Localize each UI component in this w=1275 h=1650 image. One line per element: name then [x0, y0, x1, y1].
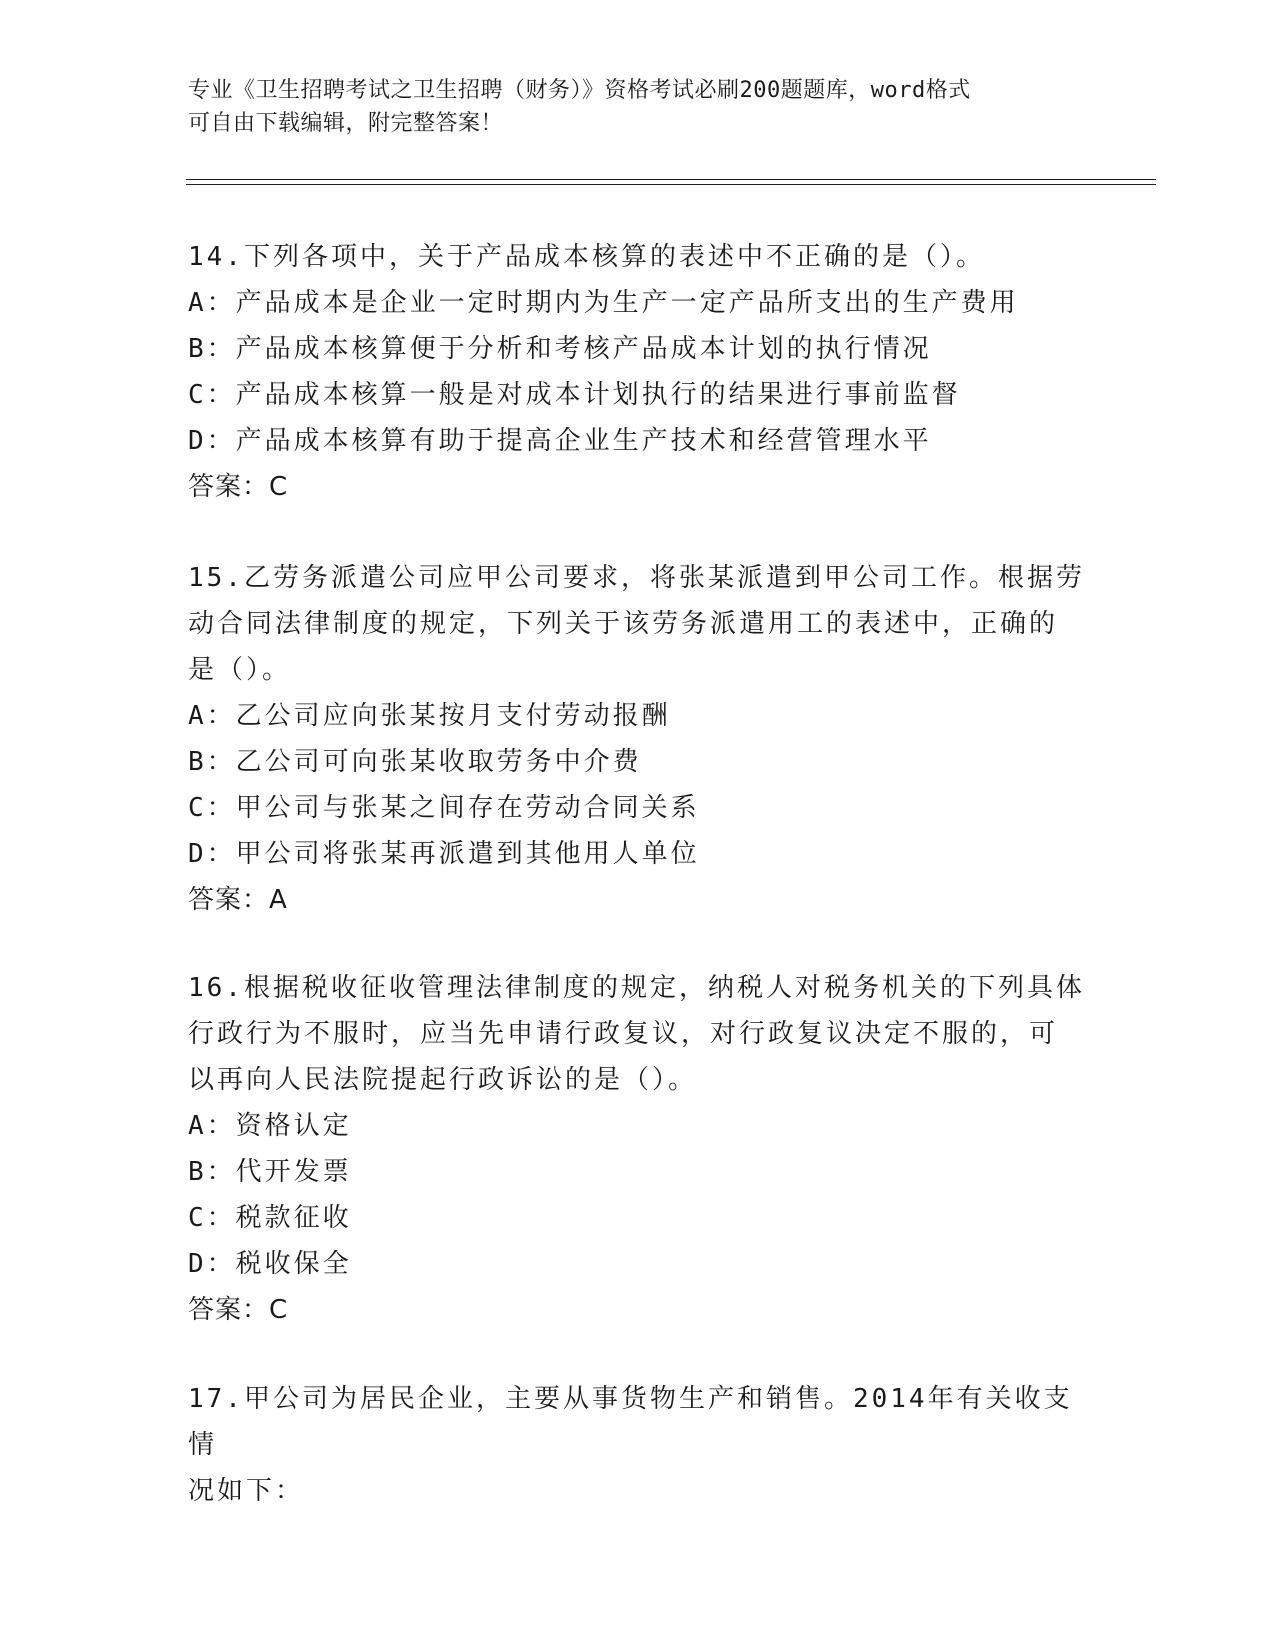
question-15-text-line-1: 15.乙劳务派遣公司应甲公司要求，将张某派遣到甲公司工作。根据劳: [188, 563, 1085, 593]
question-14-text: 14.下列各项中，关于产品成本核算的表述中不正确的是（）。: [188, 242, 985, 272]
question-14: [188, 234, 1088, 510]
document-header: [188, 74, 1088, 140]
question-16-text-line-2: 行政行为不服时，应当先申请行政复议，对行政复议决定不服的，可: [188, 1019, 1059, 1049]
question-14-option-a: A：产品成本是企业一定时期内为生产一定产品所支出的生产费用: [188, 288, 1019, 318]
question-16-option-c: C：税款征收: [188, 1203, 352, 1233]
question-16: [188, 965, 1088, 1333]
question-14-option-d: D：产品成本核算有助于提高企业生产技术和经营管理水平: [188, 426, 932, 456]
header-divider-top: [186, 179, 1156, 180]
question-16-text-line-1: 16.根据税收征收管理法律制度的规定，纳税人对税务机关的下列具体: [188, 973, 1085, 1003]
header-line-1: 专业《卫生招聘考试之卫生招聘（财务）》资格考试必刷200题题库，word格式: [188, 78, 971, 103]
question-16-text-line-3: 以再向人民法院提起行政诉讼的是（）。: [188, 1065, 698, 1095]
question-14-option-b: B：产品成本核算便于分析和考核产品成本计划的执行情况: [188, 334, 932, 364]
question-15-option-d: D：甲公司将张某再派遣到其他用人单位: [188, 839, 700, 869]
question-16-option-d: D：税收保全: [188, 1249, 352, 1279]
question-17-text-line-1: 17.甲公司为居民企业，主要从事货物生产和销售。2014年有关收支情: [188, 1384, 1073, 1460]
question-15-option-c: C：甲公司与张某之间存在劳动合同关系: [188, 793, 700, 823]
question-14-option-c: C：产品成本核算一般是对成本计划执行的结果进行事前监督: [188, 380, 961, 410]
question-15-answer: 答案：A: [188, 885, 288, 915]
question-15-option-b: B：乙公司可向张某收取劳务中介费: [188, 747, 642, 777]
question-16-answer: 答案：C: [188, 1295, 289, 1325]
question-15-option-a: A：乙公司应向张某按月支付劳动报酬: [188, 701, 671, 731]
question-16-option-a: A：资格认定: [188, 1111, 352, 1141]
question-15-text-line-2: 动合同法律制度的规定，下列关于该劳务派遣用工的表述中，正确的: [188, 609, 1059, 639]
question-14-answer: 答案：C: [188, 472, 289, 502]
header-line-2: 可自由下载编辑，附完整答案！: [188, 111, 504, 136]
question-15-text-line-3: 是（）。: [188, 655, 292, 685]
question-17: [188, 1376, 1088, 1514]
question-17-text-line-2: 况如下：: [188, 1476, 305, 1506]
question-15: [188, 555, 1088, 923]
header-divider-bottom: [186, 184, 1156, 185]
question-16-option-b: B：代开发票: [188, 1157, 352, 1187]
